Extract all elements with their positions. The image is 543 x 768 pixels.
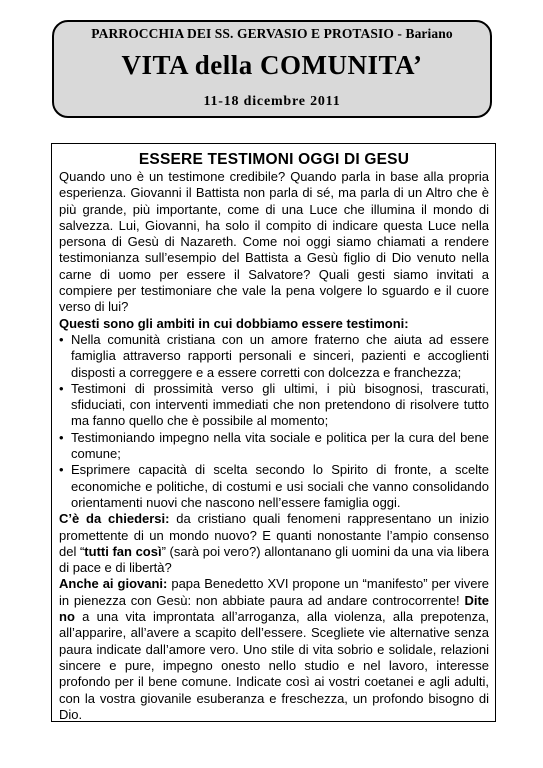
article-intro: Quando uno è un testimone credibile? Quando parla in base alla propria esperienza. Giovanni il Battista non parla di sé, ma parla di un Altro che è più grande, più importante, come di una Luce che illumina il mondo di salvezza. Lui, Giovanni, ha solo il compito di indicare questa Luce nella persona di Gesù di Nazareth. Come noi oggi siamo chiamati a rendere testimonianza sull’esempio del Battista a Gesù figlio di Dio venuto nella carne di uomo per essere il Salvatore? Quali gesti siamo invitati a compiere per testimoniare che vale la pena volgere lo sguardo e il cuore verso di lui? [59, 169, 489, 315]
bullet-icon: • [59, 462, 64, 478]
bullet-icon: • [59, 429, 64, 445]
youth-bold-phrase: Dite no [59, 592, 489, 625]
article-heading: ESSERE TESTIMONI OGGI DI GESU [138, 151, 410, 168]
list-item-text: Esprimere capacità di scelta secondo lo Spirito di fronte, a scelte economiche e politiche, di costumi e usi sociali che vanno consolidando orientamenti nuovi che nascono nell’essere famiglia oggi. [71, 462, 489, 510]
bulletin-title: VITA della COMUNITA’ [121, 50, 423, 80]
bulletin-date: 11-18 dicembre 2011 [203, 94, 341, 109]
list-item [59, 430, 489, 463]
list-item-text: Testimoniando impegno nella vita sociale e politica per la cura del bene comune; [71, 429, 489, 462]
list-item-text: Nella comunità cristiana con un amore fraterno che aiuta ad essere famiglia attraverso rapporti personali e sinceri, pazienti e accoglienti disposti a correggere e a essere corretti con dolcezza e franchezza; [71, 331, 489, 380]
question-text-2: ” (sarà poi vero?) allontanano gli uomini da una via libera di pace e di libertà? [59, 543, 489, 576]
list-item [59, 462, 489, 511]
bullet-icon: • [59, 331, 64, 347]
ambits-heading: Questi sono gli ambiti in cui dobbiamo essere testimoni: [59, 315, 409, 331]
article-box [51, 143, 496, 722]
youth-paragraph [59, 576, 489, 723]
bulletin-header [52, 20, 492, 118]
bullet-icon: • [59, 380, 64, 396]
list-item [59, 332, 489, 381]
youth-text-2: a una vita improntata all’arroganza, alla violenza, alla prepotenza, all’apparire, all’avere a scapito dell’essere. Scegliete vie alternative senza paura indicate dall’amore vero. Uno stile di vita sobrio e solidale, relazioni sincere e pure, impegno onesto nello studio e nel lavoro, interesse profondo per il bene comune. Indicate così ai vostri coetanei e agli adulti, con la vostra giovanile esuberanza e freschezza, un profondo bisogno di Dio. [59, 609, 489, 722]
question-bold-phrase: tutti fan così [84, 543, 162, 559]
youth-text-1: papa Benedetto XVI propone un “manifesto” per vivere in pienezza con Gesù: non abbiate paura ad andare controcorrente! [59, 576, 489, 608]
question-label: C’è da chiedersi: [59, 511, 170, 527]
list-item-text: Testimoni di prossimità verso gli ultimi, i più bisognosi, trascurati, sfiduciati, con interventi immediati che non pretendono di risolvere tutto ma fanno quello che è possibile al momento; [71, 380, 489, 429]
list-item [59, 381, 489, 430]
parish-name: PARROCCHIA DEI SS. GERVASIO E PROTASIO - Bariano [91, 26, 453, 41]
youth-label: Anche ai giovani: [59, 576, 168, 592]
question-paragraph [59, 511, 489, 576]
question-text-1: da cristiano quali fenomeni rappresentano un inizio promettente di un mondo nuovo? E quanti nonostante l’ampio consenso del “ [59, 511, 489, 559]
ambits-list [59, 332, 489, 511]
